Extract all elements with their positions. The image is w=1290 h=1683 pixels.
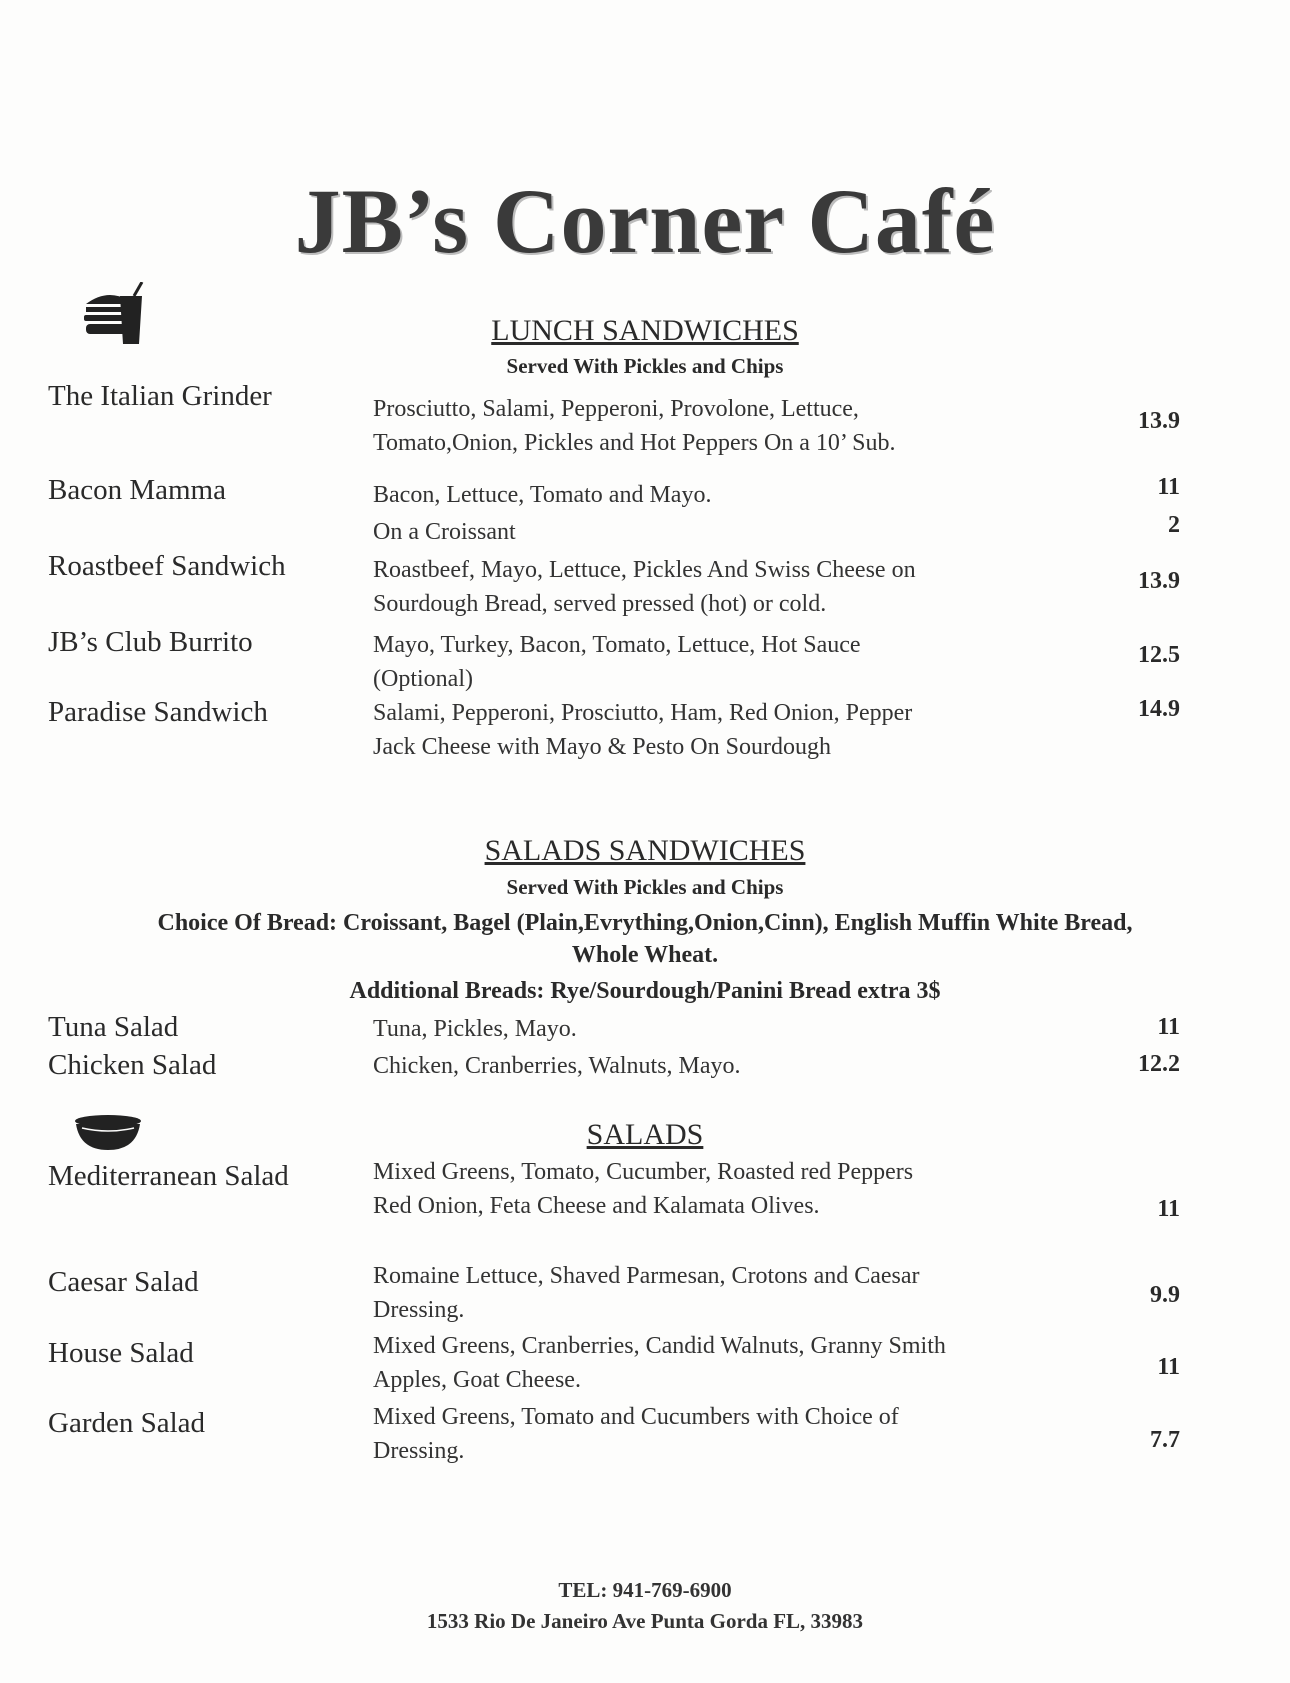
item-name: Tuna Salad bbox=[48, 1011, 179, 1043]
item-description: Mixed Greens, Tomato, Cucumber, Roasted red Peppers Red Onion, Feta Cheese and Kalamata Olives. bbox=[373, 1159, 914, 1219]
item-price: 11 bbox=[1157, 1014, 1180, 1040]
item-price: 11 bbox=[1157, 1196, 1180, 1222]
cafe-title: JB’s Corner Café bbox=[294, 170, 996, 272]
item-name: Caesar Salad bbox=[48, 1266, 199, 1298]
item-price-extra: 2 bbox=[1168, 512, 1180, 538]
salads-heading: SALADS bbox=[586, 1118, 704, 1151]
item-name: Chicken Salad bbox=[48, 1049, 217, 1081]
address: 1533 Rio De Janeiro Ave Punta Gorda FL, 33983 bbox=[426, 1609, 864, 1633]
item-description: Mayo, Turkey, Bacon, Tomato, Lettuce, Hot Sauce (Optional) bbox=[373, 632, 861, 692]
item-name: The Italian Grinder bbox=[48, 380, 272, 412]
item-price: 13.9 bbox=[1138, 568, 1180, 594]
item-price: 13.9 bbox=[1138, 408, 1180, 434]
item-description: Romaine Lettuce, Shaved Parmesan, Crotons and Caesar Dressing. bbox=[373, 1263, 920, 1323]
item-description: Salami, Pepperoni, Prosciutto, Ham, Red Onion, Pepper Jack Cheese with Mayo & Pesto On Sourdough bbox=[373, 700, 913, 760]
item-name: Mediterranean Salad bbox=[48, 1160, 289, 1192]
item-description: Mixed Greens, Tomato and Cucumbers with Choice of Dressing. bbox=[373, 1404, 899, 1464]
salad-sandwiches-heading: SALADS SANDWICHES bbox=[484, 834, 806, 867]
item-name: JB’s Club Burrito bbox=[48, 626, 253, 658]
lunch-subheading: Served With Pickles and Chips bbox=[506, 354, 784, 378]
item-price: 7.7 bbox=[1150, 1427, 1180, 1453]
item-description: Roastbeef, Mayo, Lettuce, Pickles And Swiss Cheese on Sourdough Bread, served pressed (hot) or cold. bbox=[373, 557, 916, 617]
item-description: Tuna, Pickles, Mayo. bbox=[373, 1016, 577, 1042]
bread-choice-note: Choice Of Bread: Croissant, Bagel (Plain,Evrything,Onion,Cinn), English Muffin White Bread, Whole Wheat. bbox=[157, 910, 1133, 968]
item-price: 12.5 bbox=[1138, 642, 1180, 668]
item-description: Prosciutto, Salami, Pepperoni, Provolone, Lettuce, Tomato,Onion, Pickles and Hot Peppers On a 10’ Sub. bbox=[373, 396, 896, 456]
lunch-heading: LUNCH SANDWICHES bbox=[491, 314, 799, 347]
item-name: Roastbeef Sandwich bbox=[48, 550, 286, 582]
item-price: 11 bbox=[1157, 474, 1180, 500]
item-name: Bacon Mamma bbox=[48, 474, 226, 506]
additional-breads-note: Additional Breads: Rye/Sourdough/Panini Bread extra 3$ bbox=[349, 978, 941, 1004]
phone-number: TEL: 941-769-6900 bbox=[558, 1578, 732, 1602]
item-name: House Salad bbox=[48, 1337, 194, 1369]
item-name: Garden Salad bbox=[48, 1407, 206, 1439]
item-price: 9.9 bbox=[1150, 1282, 1180, 1308]
item-price: 12.2 bbox=[1138, 1051, 1180, 1077]
item-price: 14.9 bbox=[1138, 696, 1180, 722]
item-description: Bacon, Lettuce, Tomato and Mayo. On a Croissant bbox=[373, 482, 712, 545]
item-description: Chicken, Cranberries, Walnuts, Mayo. bbox=[373, 1053, 741, 1079]
item-description: Mixed Greens, Cranberries, Candid Walnuts, Granny Smith Apples, Goat Cheese. bbox=[373, 1333, 946, 1393]
item-name: Paradise Sandwich bbox=[48, 696, 268, 728]
salad-sandwiches-subheading: Served With Pickles and Chips bbox=[506, 875, 784, 899]
item-price: 11 bbox=[1157, 1354, 1180, 1380]
